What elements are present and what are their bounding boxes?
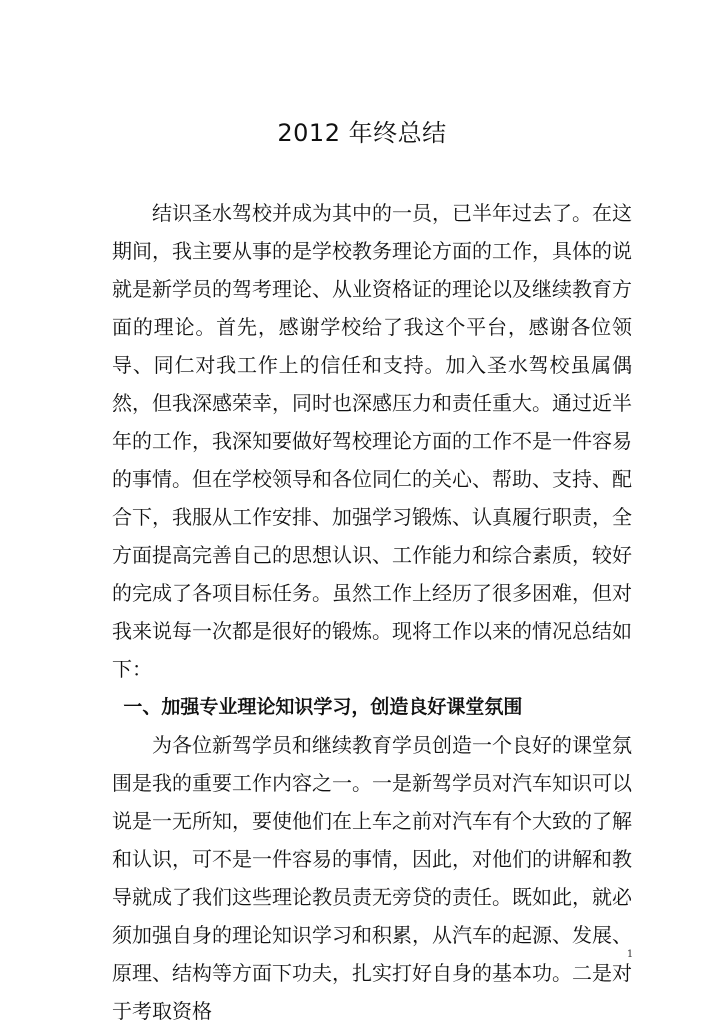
document-body — [112, 194, 632, 1030]
page-number: 1 — [626, 949, 634, 960]
section-heading-1: 一、加强专业理论知识学习，创造良好课堂氛围 — [123, 696, 523, 718]
paragraph-intro: 结识圣水驾校并成为其中的一员，已半年过去了。在这期间，我主要从事的是学校教务理论方面的工作，具体的说就是新学员的驾考理论、从业资格证的理论以及继续教育方面的理论。首先，感谢学校给了我这个平台，感谢各位领导、同仁对我工作上的信任和支持。加入圣水驾校虽属偶然，但我深感荣幸，同时也深感压力和责任重大。通过近半年的工作，我深知要做好驾校理论方面的工作不是一件容易的事情。但在学校领导和各位同仁的关心、帮助、支持、配合下，我服从工作安排、加强学习锻炼、认真履行职责，全方面提高完善自己的思想认识、工作能力和综合素质，较好的完成了各项目标任务。虽然工作上经历了很多困难，但对我来说每一次都是很好的锻炼。现将工作以来的情况总结如下： — [112, 201, 632, 681]
paragraph-section-1: 为各位新驾学员和继续教育学员创造一个良好的课堂氛围是我的重要工作内容之一。一是新驾学员对汽车知识可以说是一无所知，要使他们在上车之前对汽车有个大致的了解和认识，可不是一件容易的事情，因此，对他们的讲解和教导就成了我们这些理论教员责无旁贷的责任。既如此，就必须加强自身的理论知识学习和积累，从汽车的起源、发展、原理、结构等方面下功夫，扎实打好自身的基本功。二是对于考取资格 — [112, 733, 632, 1023]
document-title: 2012 年终总结 — [277, 119, 447, 147]
